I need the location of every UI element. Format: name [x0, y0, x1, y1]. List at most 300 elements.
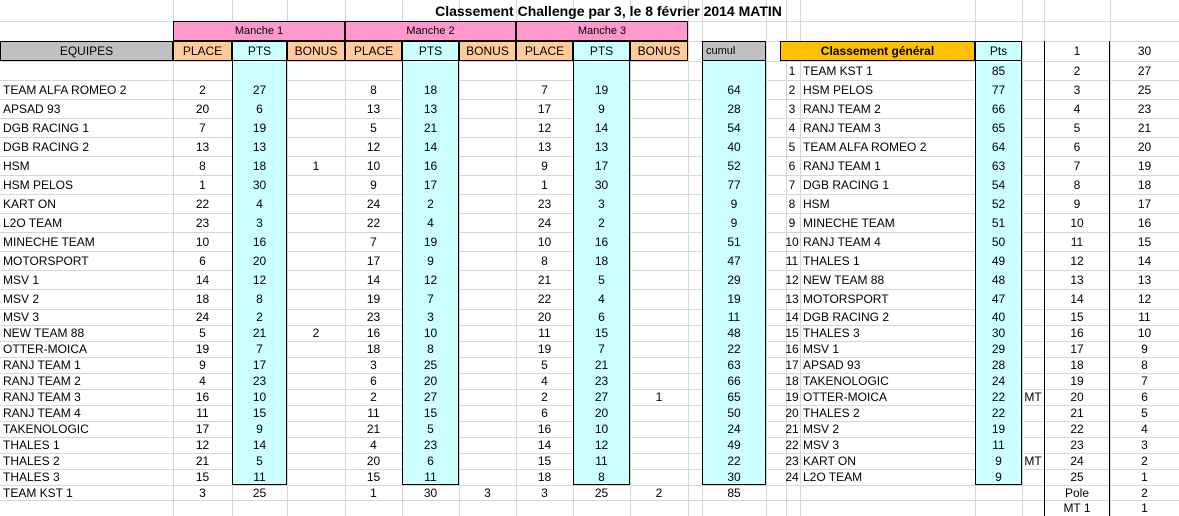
score-cell: 10: [537, 234, 552, 249]
score-cell: 14: [195, 272, 210, 287]
score-cell: 16: [423, 158, 438, 173]
general-points: 29: [991, 342, 1006, 356]
manche-header: Manche 2: [345, 21, 516, 41]
scale-points: 8: [1141, 358, 1148, 372]
score-cell: 18: [252, 158, 267, 173]
general-rank: 2: [788, 82, 796, 97]
bonus-header: BONUS: [630, 41, 688, 61]
general-team: APSAD 93: [803, 358, 861, 372]
score-cell: 9: [730, 215, 738, 230]
score-cell: 23: [594, 374, 609, 388]
score-cell: 7: [256, 342, 263, 356]
general-points: 47: [991, 292, 1006, 306]
score-cell: 29: [727, 272, 741, 287]
scale-points: 1: [1141, 501, 1148, 515]
scale-place: 24: [1044, 453, 1110, 469]
score-cell: 13: [537, 139, 552, 154]
score-cell: 5: [541, 358, 548, 372]
score-cell: 11: [727, 310, 741, 324]
score-cell: 25: [423, 358, 438, 372]
general-points: 77: [991, 82, 1006, 97]
score-cell: 14: [252, 438, 267, 452]
general-rank: 17: [785, 358, 799, 372]
score-cell: 21: [252, 326, 267, 340]
scale-place: 23: [1044, 437, 1110, 453]
general-points: 85: [991, 63, 1006, 78]
score-cell: 30: [594, 177, 609, 192]
general-points: 22: [991, 406, 1006, 420]
score-cell: 6: [370, 374, 377, 388]
score-cell: 13: [195, 139, 210, 154]
scale-points: 13: [1137, 272, 1152, 287]
score-cell: 9: [427, 253, 434, 268]
score-cell: 13: [252, 139, 267, 154]
score-cell: 2: [427, 196, 434, 211]
scale-place: 19: [1044, 373, 1110, 389]
general-rank: 15: [785, 326, 799, 340]
team-name: TEAM ALFA ROMEO 2: [3, 82, 127, 97]
general-points: 24: [991, 374, 1006, 388]
general-points: 11: [992, 438, 1005, 452]
team-name: MSV 1: [3, 272, 40, 287]
score-cell: 10: [252, 390, 267, 404]
team-name: DGB RACING 2: [3, 139, 90, 154]
scale-points: 19: [1137, 158, 1152, 173]
score-cell: 19: [537, 342, 552, 356]
score-cell: 10: [195, 234, 210, 249]
equipes-header: EQUIPES: [0, 41, 173, 61]
general-points: 50: [991, 234, 1006, 249]
score-cell: 15: [366, 470, 381, 484]
score-cell: 2: [655, 485, 663, 500]
scale-place: 12: [1044, 251, 1110, 270]
general-rank: 24: [785, 470, 799, 484]
scale-points: 2: [1141, 485, 1148, 500]
general-team: KART ON: [803, 454, 856, 468]
general-points: 9: [995, 454, 1002, 468]
team-name: DGB RACING 1: [3, 120, 90, 135]
score-cell: 64: [727, 82, 741, 97]
score-cell: 30: [727, 470, 741, 484]
general-team: RANJ TEAM 3: [803, 120, 881, 135]
general-rank: 22: [785, 438, 799, 452]
score-cell: 14: [594, 120, 609, 135]
score-cell: 52: [727, 158, 741, 173]
team-name: NEW TEAM 88: [3, 326, 85, 340]
score-cell: 7: [427, 292, 434, 306]
score-cell: 23: [423, 438, 438, 452]
score-cell: 14: [366, 272, 381, 287]
score-cell: 5: [598, 272, 605, 287]
team-name: APSAD 93: [3, 101, 61, 116]
general-points: 30: [991, 326, 1006, 340]
score-cell: 9: [598, 101, 605, 116]
scale-points: 16: [1137, 215, 1152, 230]
score-cell: 19: [594, 82, 609, 97]
pts-header: PTS: [573, 41, 630, 61]
team-name: L2O TEAM: [3, 215, 63, 230]
score-cell: 18: [423, 82, 438, 97]
score-cell: 11: [424, 470, 437, 484]
team-name: THALES 2: [3, 454, 60, 468]
score-cell: 16: [366, 326, 381, 340]
score-cell: 20: [594, 406, 609, 420]
score-cell: 5: [427, 422, 434, 436]
score-cell: 10: [366, 158, 381, 173]
general-points: 48: [991, 272, 1006, 287]
score-cell: 4: [598, 292, 605, 306]
score-cell: 21: [195, 454, 210, 468]
team-name: MSV 2: [3, 292, 40, 306]
score-cell: 8: [541, 253, 548, 268]
score-cell: 20: [252, 253, 267, 268]
score-cell: 3: [370, 358, 377, 372]
general-team: THALES 1: [803, 253, 860, 268]
manche-header: Manche 3: [516, 21, 688, 41]
score-cell: 8: [256, 292, 263, 306]
scale-place: 10: [1044, 213, 1110, 232]
score-cell: 15: [594, 326, 609, 340]
score-cell: 20: [195, 101, 210, 116]
score-cell: 11: [253, 470, 266, 484]
score-cell: 8: [427, 342, 434, 356]
score-cell: 30: [252, 177, 267, 192]
team-name: MINECHE TEAM: [3, 234, 95, 249]
general-team: OTTER-MOICA: [803, 390, 887, 404]
general-points: 40: [991, 310, 1006, 324]
score-cell: 4: [541, 374, 548, 388]
score-cell: 14: [537, 438, 552, 452]
score-cell: 16: [594, 234, 609, 249]
team-name: THALES 3: [3, 470, 60, 484]
scale-place: 17: [1044, 341, 1110, 357]
score-cell: 11: [538, 326, 551, 340]
general-team: HSM: [803, 196, 830, 211]
general-team: NEW TEAM 88: [803, 272, 885, 287]
general-team: L2O TEAM: [803, 470, 863, 484]
general-team: DGB RACING 1: [803, 177, 890, 192]
scale-place: 21: [1044, 405, 1110, 421]
scale-place: 25: [1044, 469, 1110, 485]
general-points: 22: [991, 390, 1006, 404]
general-team: TEAM KST 1: [803, 63, 873, 78]
general-team: TEAM ALFA ROMEO 2: [803, 139, 927, 154]
score-cell: 19: [195, 342, 210, 356]
score-cell: 22: [195, 196, 210, 211]
score-cell: 7: [598, 342, 605, 356]
score-cell: 12: [366, 139, 381, 154]
scale-place: 9: [1044, 194, 1110, 213]
score-cell: 23: [537, 196, 552, 211]
score-cell: 16: [537, 422, 552, 436]
general-rank: 18: [785, 374, 799, 388]
scale-points: 14: [1137, 253, 1152, 268]
general-rank: 3: [788, 101, 796, 116]
scale-points: 6: [1141, 390, 1148, 404]
scale-points: 11: [1138, 310, 1151, 324]
general-rank: 12: [785, 272, 799, 287]
scale-place: 14: [1044, 289, 1110, 309]
score-cell: 5: [199, 326, 206, 340]
scale-place: 16: [1044, 325, 1110, 341]
general-team: MSV 2: [803, 422, 840, 436]
scale-points: 25: [1137, 82, 1152, 97]
score-cell: 2: [541, 390, 548, 404]
score-cell: 22: [727, 454, 741, 468]
score-cell: 3: [484, 485, 491, 500]
scale-place: 7: [1044, 156, 1110, 175]
scale-points: 5: [1141, 406, 1148, 420]
score-cell: 13: [366, 101, 381, 116]
general-rank: 23: [785, 454, 799, 468]
general-rank: 20: [785, 406, 799, 420]
score-cell: 5: [256, 454, 263, 468]
score-cell: 19: [252, 120, 267, 135]
score-cell: 21: [594, 358, 609, 372]
general-points: 54: [991, 177, 1006, 192]
score-cell: 7: [541, 82, 548, 97]
scale-place: 13: [1044, 270, 1110, 289]
score-cell: 15: [252, 406, 267, 420]
score-cell: 54: [727, 120, 741, 135]
general-points: 49: [991, 253, 1006, 268]
score-cell: 10: [423, 326, 438, 340]
scale-points: 23: [1137, 101, 1152, 116]
general-points: 28: [991, 358, 1006, 372]
scale-place: MT 1: [1044, 500, 1110, 516]
general-team: THALES 3: [803, 326, 860, 340]
general-pts-header: Pts: [975, 41, 1022, 61]
general-team: MSV 3: [803, 438, 840, 452]
scale-points: 12: [1137, 292, 1152, 306]
team-name: KART ON: [3, 196, 56, 211]
scale-place: 1: [1044, 41, 1110, 61]
general-rank: 7: [788, 177, 796, 192]
score-cell: 12: [252, 272, 267, 287]
score-cell: 22: [366, 215, 381, 230]
score-cell: 21: [366, 422, 381, 436]
score-cell: 2: [370, 390, 377, 404]
general-rank: 4: [788, 120, 796, 135]
score-cell: 23: [366, 310, 381, 324]
general-points: 64: [991, 139, 1006, 154]
scale-points: 3: [1141, 438, 1148, 452]
score-cell: 6: [427, 454, 434, 468]
score-cell: 50: [727, 406, 741, 420]
scale-points: 27: [1137, 63, 1152, 78]
score-cell: 21: [423, 120, 438, 135]
team-name: MSV 3: [3, 310, 40, 324]
score-cell: 27: [252, 82, 267, 97]
team-name: HSM PELOS: [3, 177, 74, 192]
scale-points: 20: [1137, 139, 1152, 154]
score-cell: 23: [252, 374, 267, 388]
score-cell: 6: [256, 101, 263, 116]
cumul-header: cumul: [702, 41, 766, 61]
score-cell: 18: [366, 342, 381, 356]
general-rank: 9: [788, 215, 796, 230]
score-cell: 51: [727, 234, 741, 249]
score-cell: 20: [423, 374, 438, 388]
score-cell: 8: [370, 82, 377, 97]
score-cell: 24: [195, 310, 210, 324]
scale-place: 18: [1044, 357, 1110, 373]
general-rank: 21: [785, 422, 799, 436]
score-cell: 24: [537, 215, 552, 230]
general-rank: 19: [785, 390, 799, 404]
score-cell: 1: [199, 177, 206, 192]
general-team: MINECHE TEAM: [803, 215, 895, 230]
score-cell: 16: [252, 234, 267, 249]
score-cell: 19: [366, 292, 381, 306]
score-cell: 9: [541, 158, 548, 173]
general-rank: 5: [788, 139, 796, 154]
score-cell: 15: [195, 470, 210, 484]
place-header: PLACE: [516, 41, 573, 61]
score-cell: 10: [594, 422, 609, 436]
score-cell: 13: [423, 101, 438, 116]
scale-place: Pole: [1044, 485, 1110, 500]
team-name: MOTORSPORT: [3, 253, 89, 268]
score-cell: 11: [367, 406, 380, 420]
score-cell: 2: [199, 82, 206, 97]
general-rank: 14: [785, 310, 799, 324]
general-points: 9: [995, 470, 1002, 484]
team-name: TAKENOLOGIC: [3, 422, 89, 436]
score-cell: 4: [199, 374, 206, 388]
score-cell: 12: [195, 438, 210, 452]
score-cell: 13: [594, 139, 609, 154]
score-cell: 12: [594, 438, 609, 452]
score-cell: 63: [727, 358, 741, 372]
team-name: THALES 1: [3, 438, 60, 452]
general-team: RANJ TEAM 4: [803, 234, 881, 249]
page-title: Classement Challenge par 3, le 8 février 2014 MATIN: [435, 2, 782, 19]
general-points: 51: [991, 215, 1006, 230]
general-team: MOTORSPORT: [803, 292, 889, 306]
score-cell: 3: [199, 485, 206, 500]
general-rank: 6: [788, 158, 796, 173]
score-cell: 16: [195, 390, 210, 404]
score-cell: 21: [537, 272, 552, 287]
scale-points: 1: [1141, 470, 1148, 484]
team-name: OTTER-MOICA: [3, 342, 87, 356]
score-cell: 4: [427, 215, 434, 230]
score-cell: 3: [541, 485, 548, 500]
score-cell: 30: [423, 485, 438, 500]
score-cell: 19: [727, 292, 741, 306]
score-cell: 12: [537, 120, 552, 135]
score-cell: 18: [537, 470, 552, 484]
scale-points: 10: [1137, 326, 1152, 340]
score-cell: 66: [727, 374, 741, 388]
score-cell: 28: [727, 101, 741, 116]
score-cell: 2: [312, 326, 320, 340]
score-cell: 1: [541, 177, 548, 192]
score-cell: 27: [594, 390, 609, 404]
score-cell: 25: [594, 485, 609, 500]
team-name: RANJ TEAM 4: [3, 406, 81, 420]
score-cell: 24: [366, 196, 381, 211]
scale-place: 22: [1044, 421, 1110, 437]
general-team: RANJ TEAM 2: [803, 101, 881, 116]
scale-points: 17: [1137, 196, 1152, 211]
score-cell: 17: [594, 158, 609, 173]
score-cell: 49: [727, 438, 741, 452]
general-points: 52: [991, 196, 1006, 211]
score-cell: 12: [423, 272, 438, 287]
team-name: HSM: [3, 158, 30, 173]
score-cell: 9: [256, 422, 263, 436]
score-cell: 17: [423, 177, 438, 192]
score-cell: 11: [196, 406, 209, 420]
bonus-header: BONUS: [459, 41, 516, 61]
scale-place: 4: [1044, 99, 1110, 118]
scale-points: 9: [1141, 342, 1148, 356]
scale-points: 4: [1141, 422, 1148, 436]
score-cell: 17: [252, 358, 267, 372]
score-cell: 4: [370, 438, 377, 452]
score-cell: 8: [598, 470, 605, 484]
score-cell: 3: [427, 310, 434, 324]
score-cell: 9: [199, 358, 206, 372]
scale-place: 11: [1044, 232, 1110, 251]
team-name: RANJ TEAM 3: [3, 390, 81, 404]
general-team: HSM PELOS: [803, 82, 874, 97]
scale-points: 30: [1137, 44, 1152, 58]
score-cell: 27: [423, 390, 438, 404]
general-points: 63: [991, 158, 1006, 173]
team-name: TEAM KST 1: [3, 485, 73, 500]
score-cell: 65: [727, 390, 741, 404]
score-cell: 40: [727, 139, 741, 154]
score-cell: 18: [594, 253, 609, 268]
score-cell: 9: [370, 177, 377, 192]
score-cell: 2: [598, 215, 605, 230]
scale-place: 6: [1044, 137, 1110, 156]
score-cell: 7: [199, 120, 206, 135]
mt-flag: MT: [1024, 390, 1042, 404]
score-cell: 6: [199, 253, 206, 268]
team-name: RANJ TEAM 1: [3, 358, 81, 372]
score-cell: 25: [252, 485, 267, 500]
team-name: RANJ TEAM 2: [3, 374, 81, 388]
score-cell: 23: [195, 215, 210, 230]
scale-points: 18: [1137, 177, 1152, 192]
bonus-header: BONUS: [287, 41, 345, 61]
score-cell: 17: [195, 422, 210, 436]
scale-points: 7: [1141, 374, 1148, 388]
scale-place: 8: [1044, 175, 1110, 194]
score-cell: 17: [537, 101, 552, 116]
score-cell: 22: [727, 342, 741, 356]
score-cell: 3: [256, 215, 263, 230]
score-cell: 20: [537, 310, 552, 324]
score-cell: 11: [595, 454, 608, 468]
place-header: PLACE: [345, 41, 402, 61]
place-header: PLACE: [173, 41, 232, 61]
general-team: DGB RACING 2: [803, 310, 890, 324]
general-team: RANJ TEAM 1: [803, 158, 881, 173]
score-cell: 1: [312, 158, 320, 173]
general-rank: 13: [785, 292, 799, 306]
score-cell: 22: [537, 292, 552, 306]
score-cell: 17: [366, 253, 381, 268]
score-cell: 9: [730, 196, 738, 211]
general-team: THALES 2: [803, 406, 860, 420]
score-cell: 85: [727, 485, 741, 500]
general-rank: 16: [785, 342, 799, 356]
